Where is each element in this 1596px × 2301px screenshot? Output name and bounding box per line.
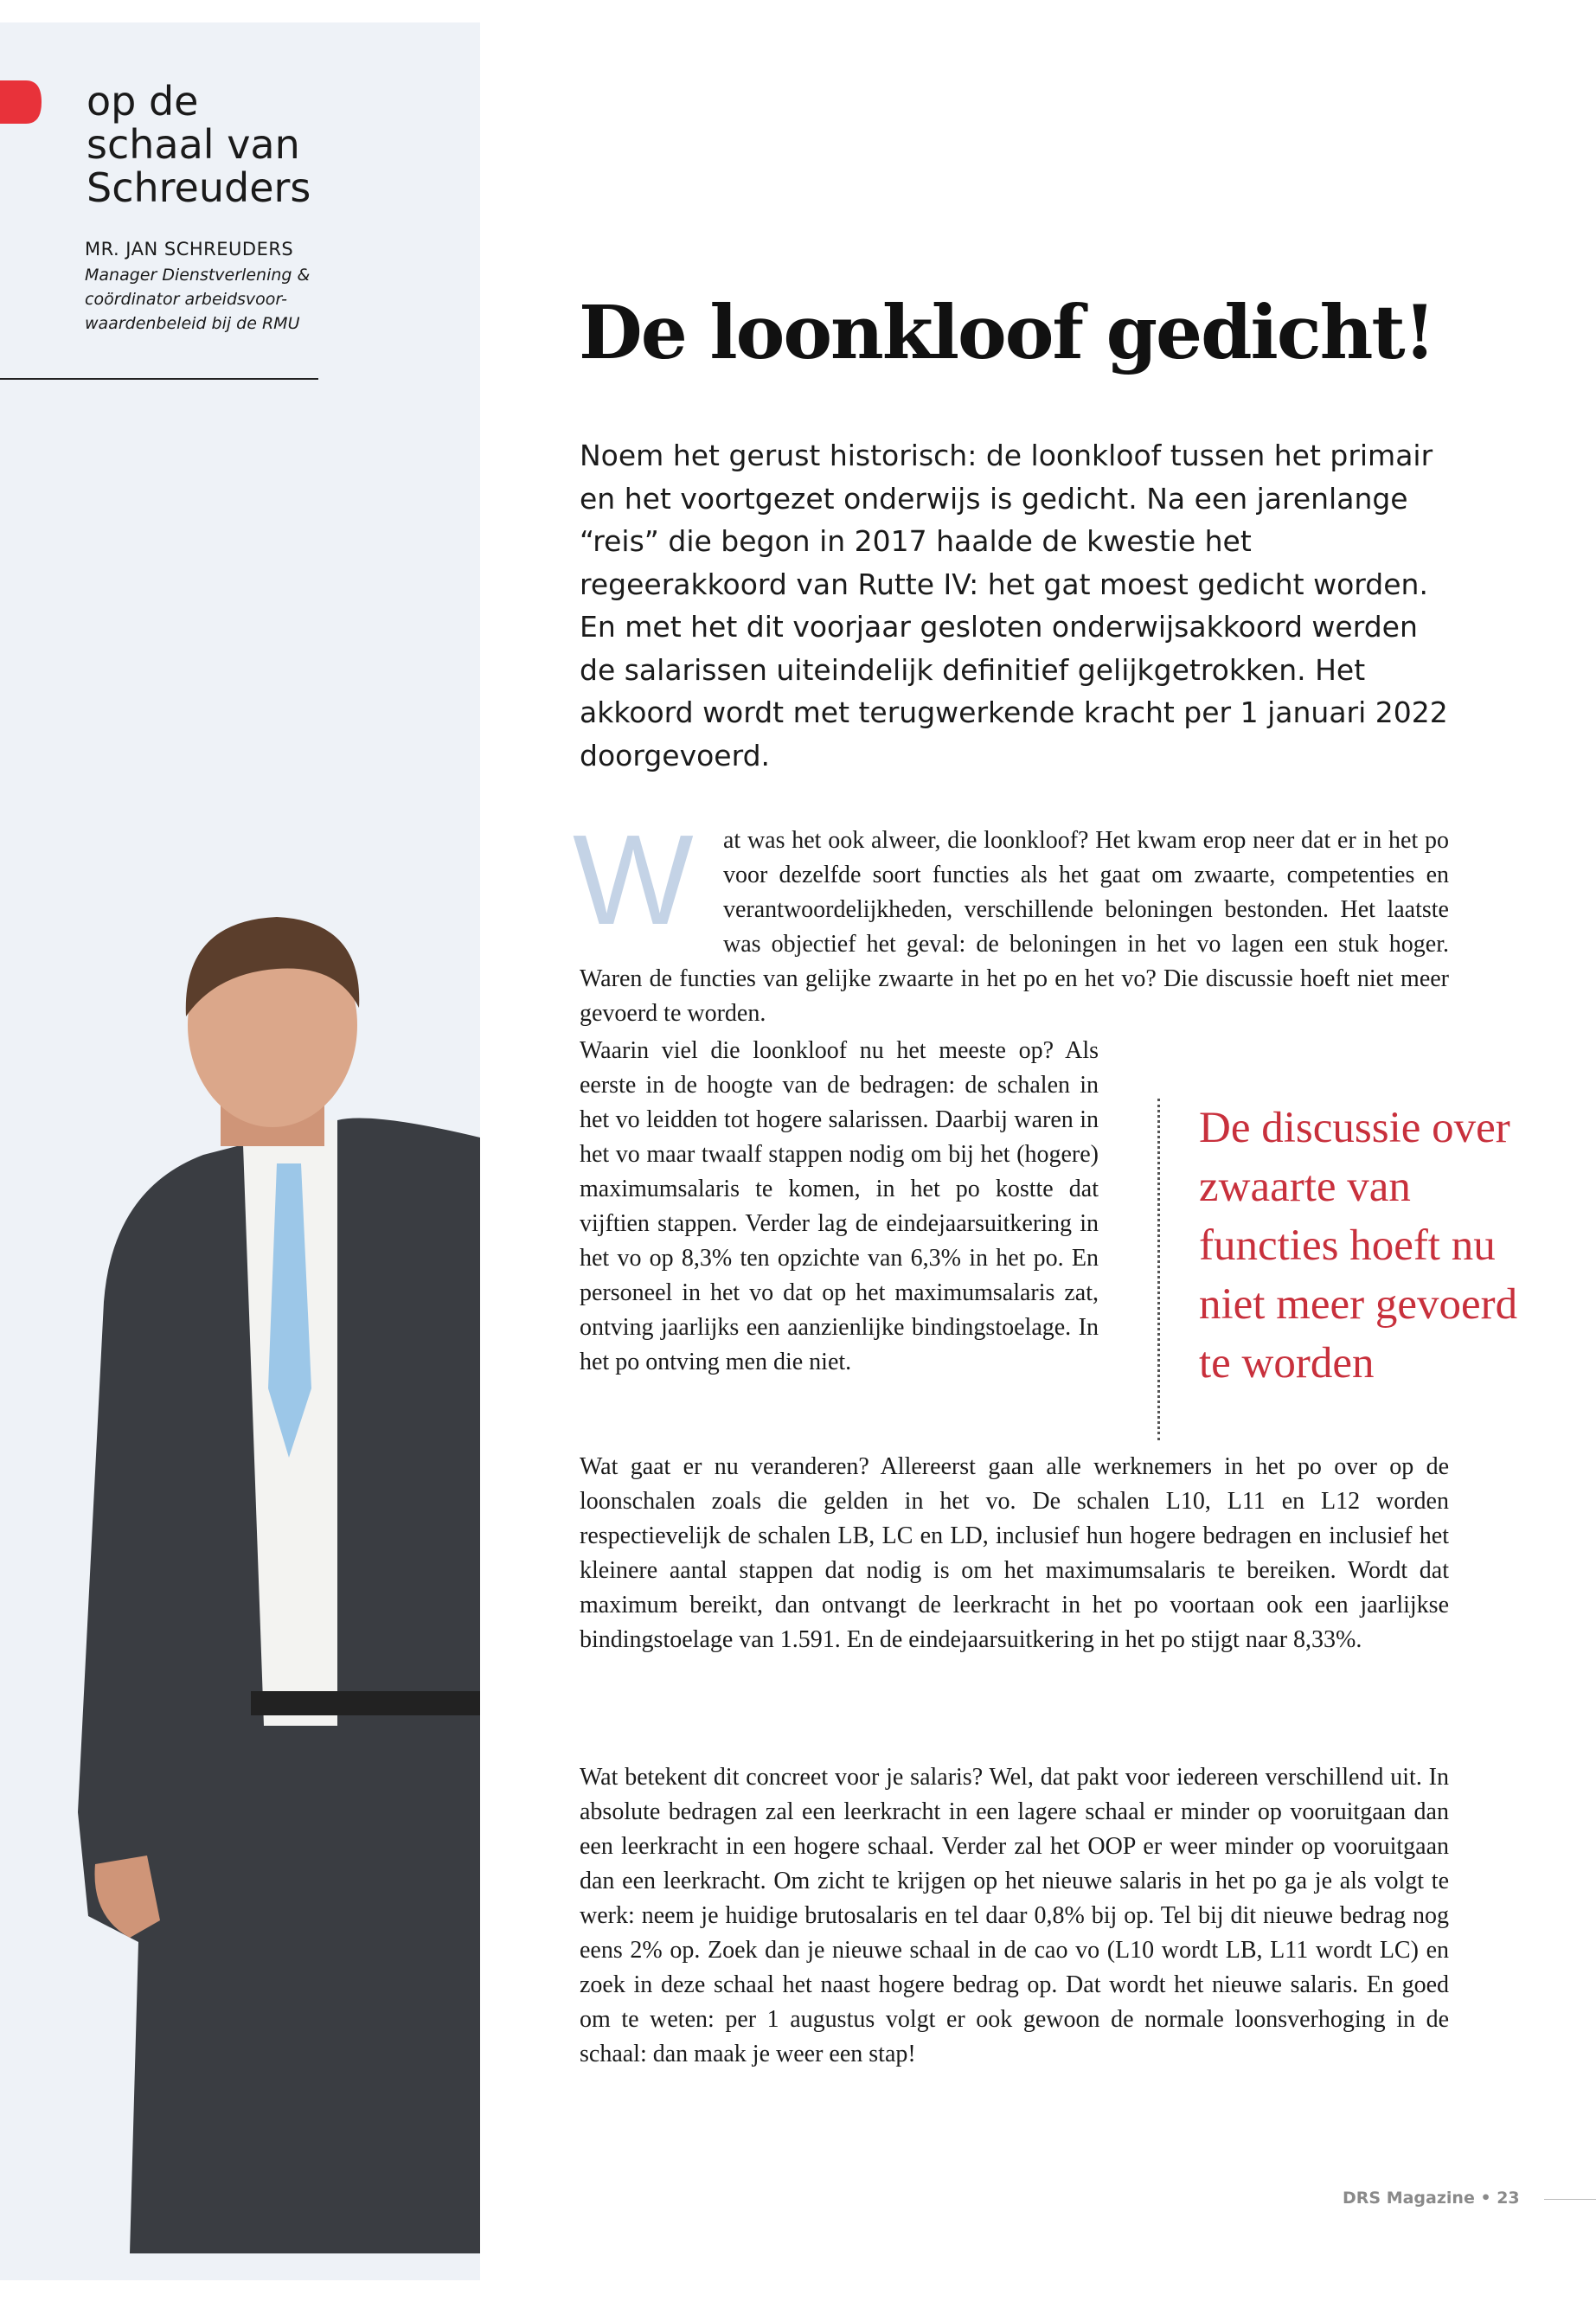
pull-quote — [1157, 1099, 1523, 1440]
article-headline: De loonkloof gedicht! — [579, 290, 1434, 376]
body-paragraph: Wat gaat er nu veranderen? Allereerst gaan alle werknemers in het po over op de loonschalen zoals die gelden in het vo. De schalen L10, L11 en L12 worden respectievelijk de schalen LB, LC en LD, inclusief hun hogere bedragen en inclusief het kleinere aantal stappen dat nodig is om het maximumsalaris te bereiken. Wordt dat maximum bereikt, dan ontvangt de leerkracht in het po voortaan ook een jaarlijkse bindingstoelage van 1.591. En de eindejaarsuitkering in het po stijgt naar 8,33%. — [580, 1453, 1449, 1653]
body-paragraph: Waarin viel die loonkloof nu het meeste op? Als eerste in de hoogte van de bedragen: de schalen in het vo leidden tot hogere salarissen. Daarbij waren in het vo maar twaalf stappen nodig om bij het (hogere) maximumsalaris te komen, in het po kostte dat vijftien stappen. Verder lag de eindejaarsuitkering in het vo op 8,3% ten opzichte van 6,3% in het po. En personeel in het vo dat op het maximumsalaris zat, ontving jaarlijks een aanzienlijke bindingstoelage. In het po ontving men die niet. — [580, 1037, 1099, 1375]
author-role: Manager Dienstverlening & coördinator arbeidsvoor-waardenbeleid bij de RMU — [85, 266, 311, 333]
pull-quote-text: De discussie over zwaarte van functies hoeft nu niet meer gevoerd te worden — [1199, 1104, 1518, 1388]
author-portrait — [78, 904, 480, 2253]
article-intro: Noem het gerust historisch: de loonkloof tussen het primair en het voortgezet onderwijs is gedicht. Na een jarenlange “reis” die begon in 2017 haalde de kwestie het regeerakkoord van Rutte IV: het gat moest gedicht worden. En met het dit voorjaar gesloten onderwijsakkoord werden de salarissen uiteindelijk definitief gelijkgetrokken. Het akkoord wordt met terugwerkende kracht per 1 januari 2022 doorgevoerd. — [580, 439, 1448, 772]
body-paragraph: Wat betekent dit concreet voor je salaris? Wel, dat pakt voor iedereen verschillend uit. In absolute bedragen zal een leerkracht in een lagere schaal er minder op vooruitgaan dan een leerkracht in een hogere schaal. Verder zal het OOP er weer minder op vooruitgaan dan een leerkracht. Om zicht te krijgen op het nieuwe salaris in het po ga je als volgt te werk: neem je huidige brutosalaris en tel daar 0,8% bij op. Tel bij dit nieuwe bedrag nog eens 2% op. Zoek dan je nieuwe schaal in de cao vo (L10 wordt LB, L11 wordt LC) en zoek in deze schaal het naast hogere bedrag op. Dat wordt het nieuwe salaris. En goed om te weten: per 1 augustus volgt er ook gewoon de normale loonsverhoging in de schaal: dan maak je weer een stap! — [580, 1764, 1449, 2067]
author-name: MR. JAN SCHREUDERS — [85, 239, 294, 260]
body-paragraph — [573, 809, 1449, 1031]
drop-cap: W — [573, 809, 694, 952]
body-paragraph-text: at was het ook alweer, die loonkloof? Het kwam erop neer dat er in het po voor dezelfde soort functies als het gaat om zwaarte, competenties en verantwoordelijkheden, verschillende beloningen bestonden. Het laatste was objectief het geval: de beloningen in het vo lagen een stuk hoger. Waren de functies van gelijke zwaarte in het po en het vo? Die discussie hoeft niet meer gevoerd te worden. — [580, 827, 1449, 1027]
column-title-line: op de — [87, 78, 199, 125]
divider — [0, 378, 318, 380]
column-title-line: schaal van — [87, 121, 300, 168]
column-title — [87, 80, 467, 209]
column-title-line: Schreuders — [87, 164, 311, 211]
page-folio: DRS Magazine • 23 — [1343, 2189, 1520, 2208]
divider — [1544, 2199, 1596, 2200]
section-marker-icon — [0, 80, 42, 124]
